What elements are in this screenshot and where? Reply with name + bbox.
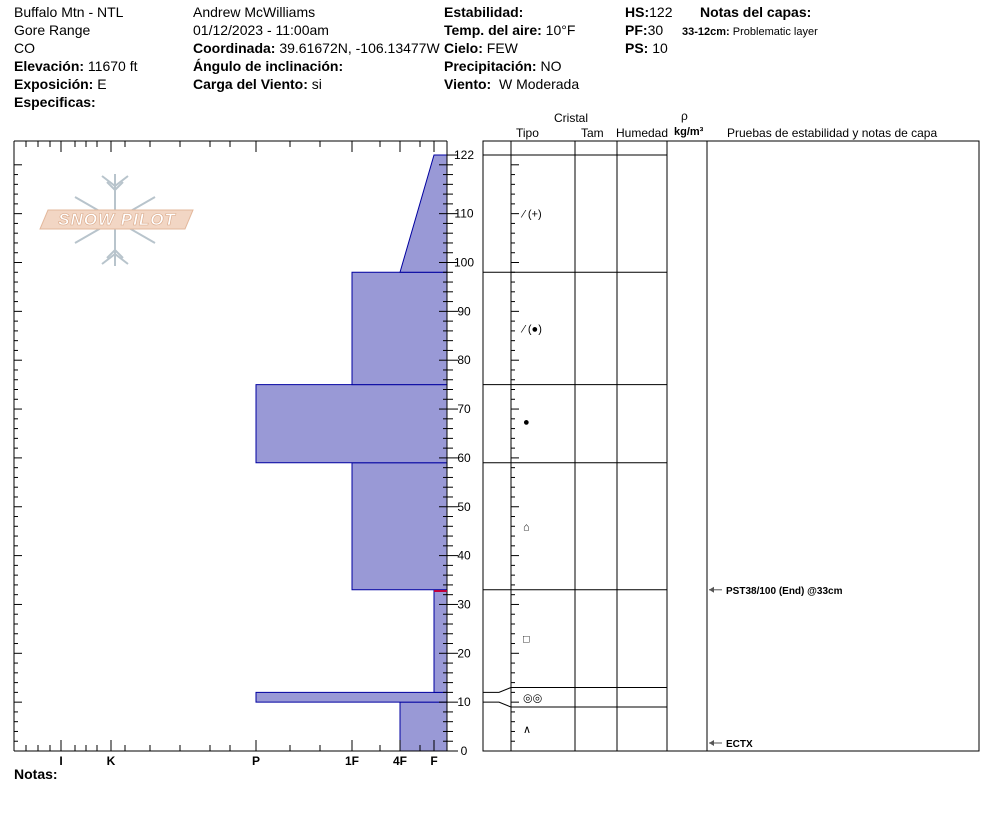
rho-header: ρ — [681, 109, 688, 123]
air-temp-label: Temp. del aire: — [444, 22, 542, 38]
density-header: kg/m³ — [674, 126, 704, 138]
hardness-label: P — [251, 754, 261, 768]
stability-label: Estabilidad: — [444, 4, 524, 20]
sky-value: FEW — [486, 40, 518, 56]
height-tick-label: 50 — [457, 499, 471, 514]
hardness-bars — [256, 155, 447, 751]
hardness-label: F — [430, 754, 438, 768]
test-label: PST38/100 (End) @33cm — [726, 585, 843, 597]
height-tick-label: 20 — [457, 646, 471, 661]
crystal-symbols — [520, 209, 542, 736]
height-tick-label: 40 — [457, 548, 471, 563]
notes-label: Notas: — [14, 766, 58, 782]
hardness-bar-1 — [256, 692, 447, 702]
size-header: Tam — [581, 126, 604, 140]
type-header: Tipo — [516, 126, 539, 140]
table-border — [483, 141, 979, 751]
height-tick-label: 30 — [457, 597, 471, 612]
pf-label: PF: — [625, 22, 648, 38]
hardness-bar-3 — [352, 463, 447, 590]
tests-header: Pruebas de estabilidad y notas de capa — [727, 126, 938, 140]
elevation-value: 11670 ft — [87, 58, 138, 74]
layer-notes-label: Notas del capas: — [700, 4, 812, 20]
crystal-symbol: ∧ — [523, 724, 532, 737]
hardness-bar-5 — [352, 272, 447, 384]
height-tick-label: 90 — [457, 304, 471, 319]
layer-table — [483, 141, 979, 751]
stability-tests — [709, 586, 843, 750]
wind-label: Viento: — [444, 76, 492, 92]
hs-value: 122 — [649, 4, 673, 20]
air-temp-value: 10°F — [545, 22, 576, 38]
hardness-label: K — [106, 754, 116, 768]
layer-connector — [483, 702, 511, 707]
wind-load-label: Carga del Viento: — [193, 76, 308, 92]
height-tick-label: 60 — [457, 450, 471, 465]
precip-value: NO — [540, 58, 562, 74]
ps-label: PS: — [625, 40, 649, 56]
height-tick-label: 100 — [453, 255, 475, 270]
moisture-header: Humedad — [616, 126, 669, 140]
snowpilot-logo — [40, 174, 193, 266]
hardness-chart — [14, 141, 474, 768]
crystal-header: Cristal — [554, 111, 589, 125]
hardness-label: I — [59, 754, 63, 768]
crystal-symbol: □ — [523, 633, 530, 646]
incline-label: Ángulo de inclinación: — [193, 58, 344, 74]
coordinates-label: Coordinada: — [193, 40, 276, 56]
hardness-bar-0 — [400, 702, 447, 751]
crystal-symbol: ⁄ (+) — [523, 208, 542, 221]
layer-note-depth: 33-12cm: — [682, 26, 730, 38]
wind-value: W Moderada — [498, 76, 580, 92]
layer-connector — [483, 687, 511, 692]
aspect-label: Exposición: — [14, 76, 94, 92]
hardness-bar-2 — [434, 590, 447, 693]
pf-value: 30 — [647, 22, 664, 38]
precip-label: Precipitación: — [444, 58, 537, 74]
crystal-symbol: ● — [523, 416, 530, 429]
aspect-value: E — [97, 76, 107, 92]
table-tick-marks — [511, 155, 519, 751]
test-label: ECTX — [726, 739, 753, 750]
layer-note-text: Problematic layer — [732, 26, 818, 38]
hardness-label: 4F — [392, 754, 408, 768]
observation-datetime: 01/12/2023 - 11:00am — [193, 22, 329, 38]
specifics-label: Especificas: — [14, 94, 96, 110]
elevation-label: Elevación: — [14, 58, 85, 74]
location-name: Buffalo Mtn - NTL — [14, 4, 124, 20]
state: CO — [14, 40, 35, 56]
crystal-symbol: ◎◎ — [523, 692, 543, 705]
ps-value: 10 — [652, 40, 668, 56]
wind-load-value: si — [311, 76, 322, 92]
sky-label: Cielo: — [444, 40, 483, 56]
height-tick-label: 122 — [453, 148, 475, 163]
height-tick-label: 70 — [457, 402, 471, 417]
observer-name: Andrew McWilliams — [193, 4, 316, 20]
test-arrowhead — [709, 587, 714, 593]
height-tick-label: 80 — [457, 353, 471, 368]
hs-label: HS: — [625, 4, 650, 20]
hardness-bar-4 — [256, 385, 447, 463]
hardness-label: 1F — [344, 754, 360, 768]
logo-text: SNOW PILOT — [58, 210, 176, 229]
height-tick-label: 110 — [454, 206, 474, 221]
crystal-symbol: ⌂ — [523, 521, 530, 534]
height-tick-label: 0 — [460, 744, 468, 758]
coordinates-value: 39.61672N, -106.13477W — [279, 40, 440, 56]
mountain-range: Gore Range — [14, 22, 91, 38]
height-tick-label: 10 — [457, 695, 471, 710]
crystal-symbol: ⁄ (●) — [523, 323, 542, 336]
test-arrowhead — [709, 740, 714, 746]
